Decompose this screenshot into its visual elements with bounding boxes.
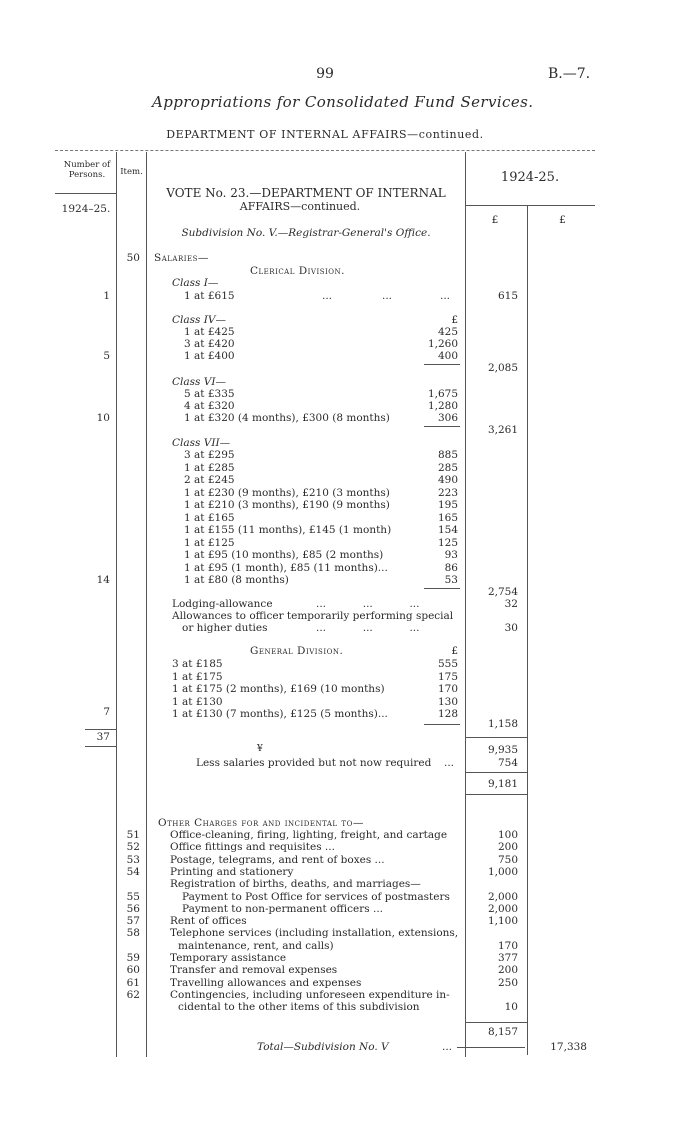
clerical-division-heading: Clerical Division. — [250, 265, 345, 277]
col-persons-year: 1924–25. — [61, 203, 111, 215]
line-amount: 165 — [437, 511, 458, 524]
currency-symbol: £ — [451, 314, 458, 326]
salary-line: 5 at £335 — [184, 388, 235, 400]
item-number: 57 — [126, 915, 140, 928]
line-amount: 306 — [437, 412, 458, 424]
class-label: Class VII— — [172, 437, 231, 449]
charge-amount: 250 — [497, 976, 518, 989]
line-amount: 128 — [437, 708, 458, 720]
item-number: 52 — [126, 841, 140, 854]
amount-sum-rule — [465, 737, 527, 738]
col-header-persons: Number of Persons. — [63, 160, 111, 180]
leader-dots: ... — [322, 290, 333, 302]
sum-rule — [465, 1022, 527, 1023]
line-amount: 130 — [437, 695, 458, 708]
item-number: 60 — [126, 964, 140, 977]
col-divider-amounts — [465, 152, 466, 1057]
leader-dots: ... ... ... — [316, 622, 420, 634]
charge-label: Contingencies, including unforeseen expenditure in- — [170, 988, 450, 1001]
col-divider-persons — [116, 152, 117, 1057]
persons-header-rule — [55, 193, 116, 194]
charge-amount: 2,000 — [487, 890, 518, 903]
salary-line: 1 at £425 — [184, 326, 235, 338]
salary-line: 1 at £400 — [184, 350, 235, 362]
currency-col-a: £ — [491, 214, 499, 226]
salary-line: 1 at £95 (10 months), £85 (2 months) — [184, 549, 384, 561]
leader-dots: ... ... ... — [316, 598, 420, 610]
subtotal-amount: 2,754 — [487, 586, 518, 598]
page-title: Appropriations for Consolidated Fund Services. — [152, 93, 534, 111]
line-amount: 1,675 — [427, 388, 458, 400]
col-divider-totals — [527, 205, 528, 1055]
line-amount: 400 — [437, 350, 458, 362]
charge-label: Rent of offices — [170, 915, 247, 928]
line-amount: 490 — [437, 474, 458, 486]
charge-amount: 200 — [497, 841, 518, 854]
salary-line: 4 at £320 — [184, 400, 235, 412]
charge-amount: 750 — [497, 853, 518, 866]
persons-count: 5 — [103, 350, 110, 362]
salary-line: 1 at £155 (11 months), £145 (1 month) — [184, 524, 392, 536]
subtotal-amount: 30 — [504, 622, 518, 634]
persons-count: 14 — [96, 574, 110, 586]
subtotal-amount: 3,261 — [487, 424, 518, 436]
class-label: Class I— — [172, 277, 219, 289]
salary-line: 1 at £615 — [184, 290, 235, 302]
persons-count: 1 — [103, 290, 110, 302]
charge-amount: 1,000 — [487, 865, 518, 878]
salary-line: 1 at £80 (8 months) — [184, 574, 289, 586]
persons-sum-rule — [85, 729, 116, 730]
salary-line: 3 at £295 — [184, 449, 235, 461]
less-salaries-label: Less salaries provided but not now required — [196, 757, 432, 769]
salary-line: 1 at £175 — [172, 670, 223, 683]
currency-symbol: £ — [451, 645, 458, 657]
other-charges-total: 8,157 — [487, 1026, 518, 1038]
salary-line: 1 at £130 (7 months), £125 (5 months)... — [172, 708, 388, 720]
salary-line: 2 at £245 — [184, 474, 235, 486]
subtotal-amount: 1,158 — [487, 718, 518, 730]
leader-dots: ... — [382, 290, 393, 302]
subdivision-total-label: Total—Subdivision No. V — [257, 1041, 389, 1053]
col-header-item: Item. — [120, 167, 143, 177]
currency-col-b: £ — [559, 214, 566, 226]
salary-line: 1 at £285 — [184, 461, 235, 474]
charge-label: Postage, telegrams, and rent of boxes ... — [170, 853, 385, 866]
charge-label: Office fittings and requisites ... — [170, 841, 335, 854]
grand-total: 17,338 — [550, 1041, 587, 1053]
charge-label-cont: cidental to the other items of this subdivision — [178, 1001, 420, 1014]
line-amount: 1,280 — [427, 400, 458, 412]
charge-amount: 377 — [497, 952, 518, 964]
line-amount: 53 — [444, 574, 458, 586]
subdivision-title: Subdivision No. V.—Registrar-General's Office. — [181, 227, 431, 239]
item-number: 54 — [126, 865, 140, 878]
sum-rule — [424, 724, 460, 725]
col-divider-item — [146, 152, 147, 1057]
line-amount: 425 — [437, 326, 458, 338]
item-number: 58 — [126, 927, 140, 940]
charge-label-cont: maintenance, rent, and calls) — [178, 939, 334, 952]
persons-total-rule — [85, 746, 116, 747]
charge-label: Registration of births, deaths, and marriages— — [170, 878, 421, 891]
charge-label: Travelling allowances and expenses — [170, 976, 362, 989]
charge-label: Office-cleaning, firing, lighting, freight, and cartage — [170, 829, 448, 841]
persons-total: 37 — [96, 731, 110, 743]
salary-line: 1 at £230 (9 months), £210 (3 months) — [184, 486, 390, 499]
item-number: 53 — [126, 853, 140, 866]
leader-dots: ... — [442, 1041, 453, 1053]
item-number: 59 — [126, 952, 140, 964]
line-amount: 125 — [437, 536, 458, 549]
line-amount: 195 — [437, 499, 458, 511]
less-salaries-amount: 754 — [497, 757, 518, 769]
salary-line: 1 at £130 — [172, 695, 223, 708]
sum-rule — [424, 426, 460, 427]
subtotal-amount: 32 — [504, 598, 518, 610]
charge-label: Printing and stationery — [170, 865, 294, 878]
general-division-heading: General Division. — [250, 645, 344, 657]
charge-amount: 2,000 — [487, 902, 518, 915]
salary-line: 3 at £185 — [172, 658, 223, 670]
charge-label: Temporary assistance — [170, 952, 287, 964]
item-number: 62 — [126, 988, 140, 1001]
sum-rule — [424, 588, 460, 589]
class-label: Class VI— — [172, 376, 226, 388]
salary-line: 1 at £210 (3 months), £190 (9 months) — [184, 499, 390, 511]
vote-title-cont: AFFAIRS—continued. — [239, 200, 361, 213]
class-label: Class IV— — [172, 314, 226, 326]
salaries-heading: Salaries— — [154, 252, 209, 264]
salary-line: 1 at £165 — [184, 511, 235, 524]
salary-line: 1 at £320 (4 months), £300 (8 months) — [184, 412, 390, 424]
persons-count: 10 — [96, 412, 110, 424]
salary-line: 3 at £420 — [184, 338, 235, 350]
leader-dots: ... — [444, 757, 455, 769]
sum-rule — [465, 772, 527, 773]
sum-rule — [465, 794, 527, 795]
col-header-year: 1924-25. — [500, 170, 560, 185]
item-number: 51 — [126, 829, 140, 841]
line-amount: 86 — [444, 561, 458, 574]
year-header-rule — [465, 205, 595, 206]
line-amount: 285 — [437, 461, 458, 474]
allowance-label: Allowances to officer temporarily performing special — [172, 610, 454, 622]
persons-count: 7 — [103, 706, 110, 718]
line-amount: 555 — [437, 658, 458, 670]
item-number: 56 — [126, 902, 140, 915]
other-charges-heading: Other Charges for and incidental to— — [158, 817, 364, 829]
line-amount: 175 — [437, 670, 458, 683]
item-number: 61 — [126, 976, 140, 989]
gross-salaries-total: 9,935 — [487, 744, 518, 756]
charge-amount: 10 — [504, 1001, 518, 1014]
charge-amount: 1,100 — [487, 915, 518, 928]
subtotal-amount: 2,085 — [487, 362, 518, 374]
subtotal-amount: 615 — [497, 290, 518, 302]
line-amount: 1,260 — [427, 338, 458, 350]
salary-line: 1 at £125 — [184, 536, 235, 549]
leader-dots: ... — [440, 290, 451, 302]
charge-label: Payment to non-permanent officers ... — [182, 902, 384, 915]
line-amount: 154 — [437, 524, 458, 536]
line-amount: 93 — [444, 549, 458, 561]
charge-amount: 100 — [497, 829, 518, 841]
total-rule — [457, 1047, 525, 1048]
charge-label: Telephone services (including installation, extensions, — [170, 927, 459, 940]
line-amount: 223 — [437, 486, 458, 499]
lodging-allowance-label: Lodging-allowance — [172, 598, 273, 610]
page-number: 99 — [316, 66, 334, 82]
line-amount: 170 — [437, 683, 458, 695]
header-rule — [55, 150, 595, 151]
item-number: 55 — [126, 890, 140, 903]
sum-rule — [424, 364, 460, 365]
department-heading: DEPARTMENT OF INTERNAL AFFAIRS—continued. — [166, 128, 484, 141]
salary-line: 1 at £175 (2 months), £169 (10 months) — [172, 683, 385, 695]
vote-title: VOTE No. 23.—DEPARTMENT OF INTERNAL — [166, 186, 446, 200]
footnote-mark: ¥ — [257, 744, 263, 754]
charge-label: Payment to Post Office for services of postmasters — [182, 890, 450, 903]
charge-amount: 200 — [497, 964, 518, 977]
salary-line: 1 at £95 (1 month), £85 (11 months)... — [184, 561, 388, 574]
charge-label: Transfer and removal expenses — [170, 964, 338, 977]
net-salaries-total: 9,181 — [487, 778, 518, 790]
line-amount: 885 — [437, 449, 458, 461]
item-number: 50 — [126, 252, 140, 264]
charge-amount: 170 — [497, 939, 518, 952]
allowance-label-cont: or higher duties — [182, 622, 268, 634]
page-reference: B.—7. — [548, 66, 591, 82]
